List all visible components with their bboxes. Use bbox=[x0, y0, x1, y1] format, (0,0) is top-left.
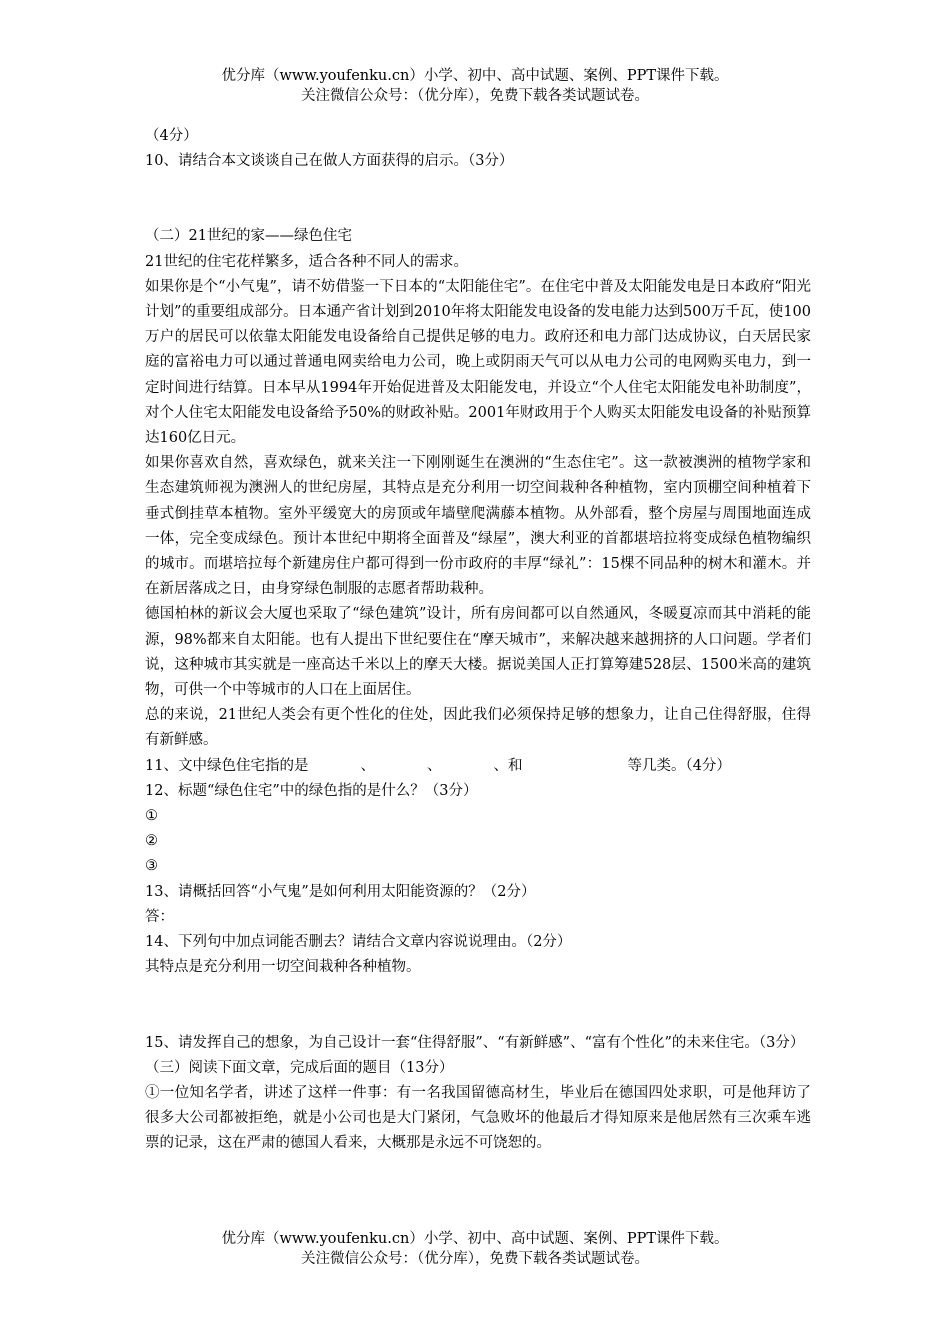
answer-space bbox=[145, 174, 811, 224]
question-11-suffix: 等几类。（4分） bbox=[627, 757, 731, 774]
berlin-paragraph: 德国柏林的新议会大厦也采取了“绿色建筑”设计，所有房间都可以自然通风，冬暖夏凉而其中消耗的能源，98%都来自太阳能。也有人提出下世纪要住在“摩天城市”，来解决越来越拥挤的人口问题。学者们说，这种城市其实就是一座高达千米以上的摩天大楼。据说美国人正打算筹建528层、1500米高的建筑物，可供一个中等城市的人口在上面居住。 bbox=[145, 606, 811, 699]
question-13: 13、请概括回答“小气鬼”是如何利用太阳能资源的？（2分） bbox=[145, 883, 536, 900]
question-12-option-3: ③ bbox=[145, 858, 158, 875]
question-10: 10、请结合本文谈谈自己在做人方面获得的启示。（3分） bbox=[145, 153, 514, 170]
question-14: 14、下列句中加点词能否删去？请结合文章内容说说理由。（2分） bbox=[145, 934, 572, 951]
score-line: （4分） bbox=[145, 128, 198, 144]
document-body bbox=[145, 124, 811, 1157]
header-line-2: 关注微信公众号：（优分库），免费下载各类试题试卷。 bbox=[301, 88, 649, 104]
section-2-title: （二）21世纪的家——绿色住宅 bbox=[145, 228, 352, 245]
story-paragraph: ①一位知名学者，讲述了这样一件事：有一名我国留德高材生，毕业后在德国四处求职，可是他拜访了很多大公司都被拒绝，就是小公司也是大门紧闭，气急败坏的他最后才得知原来是他居然有三次乘车逃票的记录，这在严肃的德国人看来，大概那是永远不可饶恕的。 bbox=[145, 1084, 811, 1152]
question-14-sentence: 其特点是充分利用一切空间栽种各种植物。 bbox=[145, 959, 421, 976]
question-11-sep-3: 、和 bbox=[493, 757, 523, 774]
footer-line-2: 关注微信公众号：（优分库），免费下载各类试题试卷。 bbox=[301, 1251, 649, 1267]
question-11-prefix: 11、文中绿色住宅指的是 bbox=[145, 757, 309, 774]
question-12-option-2: ② bbox=[145, 833, 158, 850]
answer-space bbox=[145, 981, 811, 1031]
question-12-option-1: ① bbox=[145, 808, 158, 825]
question-11-sep-1: 、 bbox=[360, 757, 375, 774]
section-3-title: （三）阅读下面文章，完成后面的题目（13分） bbox=[145, 1059, 454, 1076]
question-12: 12、标题“绿色住宅”中的绿色指的是什么？（3分） bbox=[145, 782, 478, 799]
page-footer bbox=[0, 1229, 950, 1269]
eco-house-paragraph: 如果你喜欢自然，喜欢绿色，就来关注一下刚刚诞生在澳洲的“生态住宅”。这一款被澳洲的植物学家和生态建筑师视为澳洲人的世纪房屋，其特点是充分利用一切空间栽种各种植物，室内顶棚空间种植着下垂式倒挂草本植物。室外平缓宽大的房顶或年墙壁爬满藤本植物。从外部看，整个房屋与周围地面连成一体，完全变成绿色。预计本世纪中期将全面普及“绿屋”，澳大利亚的首都堪培拉将变成绿色植物编织的城市。而堪培拉每个新建房住户都可得到一份市政府的丰厚“绿礼”：15棵不同品种的树木和灌木。并在新居落成之日，由身穿绿色制服的志愿者帮助栽种。 bbox=[145, 455, 811, 598]
question-15: 15、请发挥自己的想象，为自己设计一套“住得舒服”、“有新鲜感”、“富有个性化”的未来住宅。（3分） bbox=[145, 1034, 805, 1051]
question-11 bbox=[145, 754, 811, 779]
footer-line-1: 优分库（www.youfenku.cn）小学、初中、高中试题、案例、PPT课件下载。 bbox=[221, 1231, 729, 1247]
question-13-answer: 答： bbox=[145, 908, 174, 925]
header-line-1: 优分库（www.youfenku.cn）小学、初中、高中试题、案例、PPT课件下载。 bbox=[221, 68, 729, 84]
solar-house-paragraph: 如果你是个“小气鬼”，请不妨借鉴一下日本的“太阳能住宅”。在住宅中普及太阳能发电是日本政府“阳光计划”的重要组成部分。日本通产省计划到2010年将太阳能发电设备的发电能力达到500万千瓦，使100万户的居民可以依靠太阳能发电设备给自己提供足够的电力。政府还和电力部门达成协议，白天居民家庭的富裕电力可以通过普通电网卖给电力公司，晚上或阴雨天气可以从电力公司的电网购买电力，到一定时间进行结算。日本早从1994年开始促进普及太阳能发电，并设立“个人住宅太阳能发电补助制度”，对个人住宅太阳能发电设备给予50%的财政补贴。2001年财政用于个人购买太阳能发电设备的补贴预算达160亿日元。 bbox=[145, 278, 811, 447]
summary-paragraph: 总的来说，21世纪人类会有更个性化的住处，因此我们必须保持足够的想象力，让自己住得舒服，住得有新鲜感。 bbox=[145, 707, 811, 749]
intro-paragraph: 21世纪的住宅花样繁多，适合各种不同人的需求。 bbox=[145, 253, 468, 270]
question-11-sep-2: 、 bbox=[426, 757, 442, 774]
page-header bbox=[0, 66, 950, 106]
